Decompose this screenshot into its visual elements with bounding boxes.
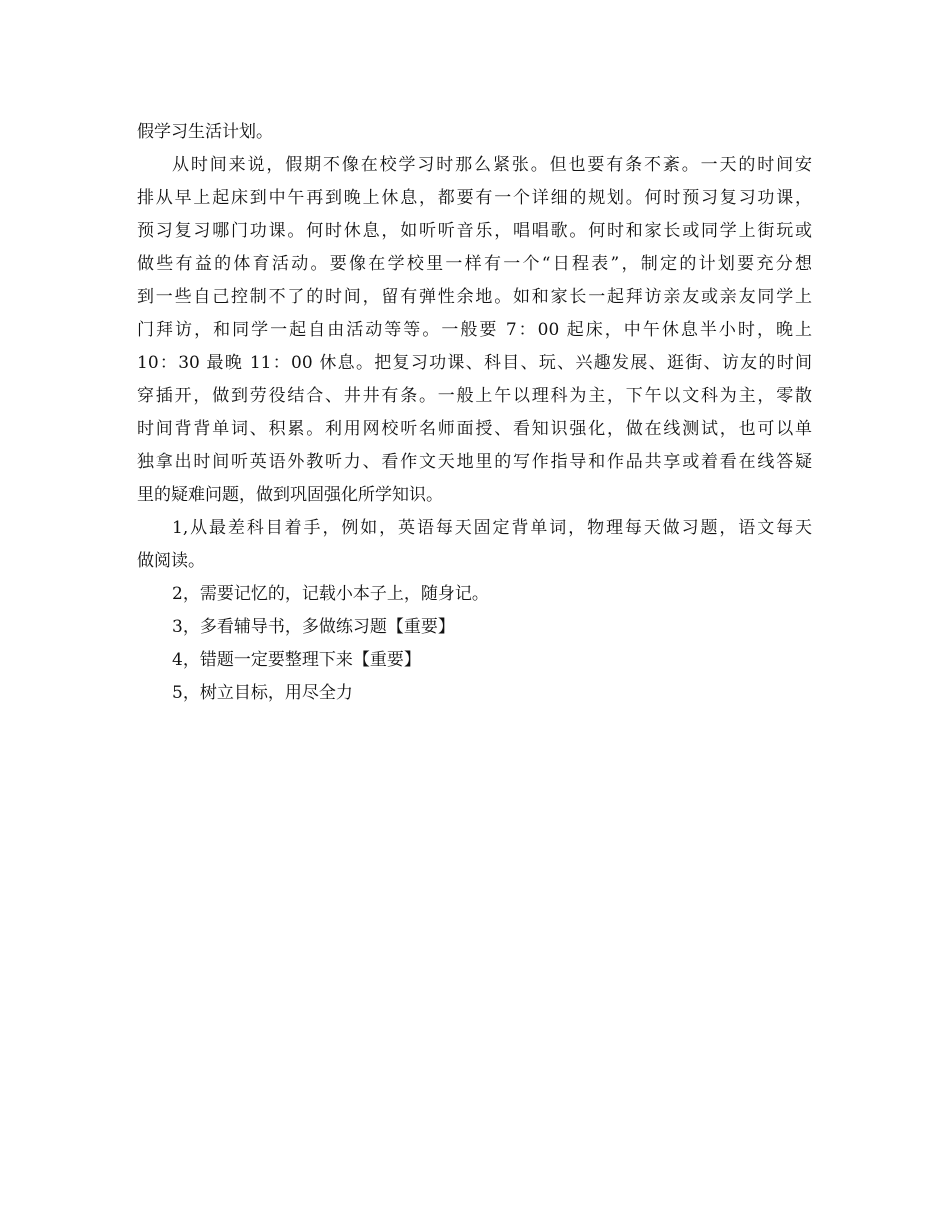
- paragraph-line: 穿插开，做到劳役结合、井井有条。一般上午以理科为主，下午以文科为主，零散: [137, 386, 812, 406]
- paragraph-line: 排从早上起床到中午再到晚上休息，都要有一个详细的规划。何时预习复习功课，: [137, 188, 812, 208]
- tip-line: 1,从最差科目着手，例如，英语每天固定背单词，物理每天做习题，语文每天: [172, 518, 812, 538]
- document-body: [137, 116, 812, 710]
- tip-item-3: 3，多看辅导书，多做练习题【重要】: [172, 617, 455, 637]
- paragraph-line: 做些有益的体育活动。要像在学校里一样有一个“日程表”，制定的计划要充分想: [137, 254, 812, 274]
- paragraph-line: 从时间来说，假期不像在校学习时那么紧张。但也要有条不紊。一天的时间安: [172, 155, 812, 175]
- paragraph-line: 10：30 最晚 11：00 休息。把复习功课、科目、玩、兴趣发展、逛街、访友的时间: [137, 353, 812, 373]
- tip-item-2: 2，需要记忆的，记载小本子上，随身记。: [172, 584, 489, 604]
- paragraph-line: 里的疑难问题，做到巩固强化所学知识。: [137, 485, 443, 505]
- intro-line: 假学习生活计划。: [137, 122, 273, 142]
- tip-line: 做阅读。: [137, 551, 205, 571]
- paragraph-line: 门拜访，和同学一起自由活动等等。一般要 7：00 起床，中午休息半小时，晚上: [137, 320, 812, 340]
- tip-item-4: 4，错题一定要整理下来【重要】: [172, 650, 421, 670]
- tip-item-1: [137, 512, 812, 578]
- tips-list: [137, 512, 812, 710]
- paragraph-line: 独拿出时间听英语外教听力、看作文天地里的写作指导和作品共享或着看在线答疑: [137, 452, 812, 472]
- schedule-paragraph: [137, 149, 812, 512]
- paragraph-line: 到一些自己控制不了的时间，留有弹性余地。如和家长一起拜访亲友或亲友同学上: [137, 287, 812, 307]
- paragraph-line: 预习复习哪门功课。何时休息，如听听音乐，唱唱歌。何时和家长或同学上街玩或: [137, 221, 812, 241]
- tip-item-5: 5，树立目标，用尽全力: [172, 683, 353, 703]
- paragraph-line: 时间背背单词、积累。利用网校听名师面授、看知识强化，做在线测试，也可以单: [137, 419, 812, 439]
